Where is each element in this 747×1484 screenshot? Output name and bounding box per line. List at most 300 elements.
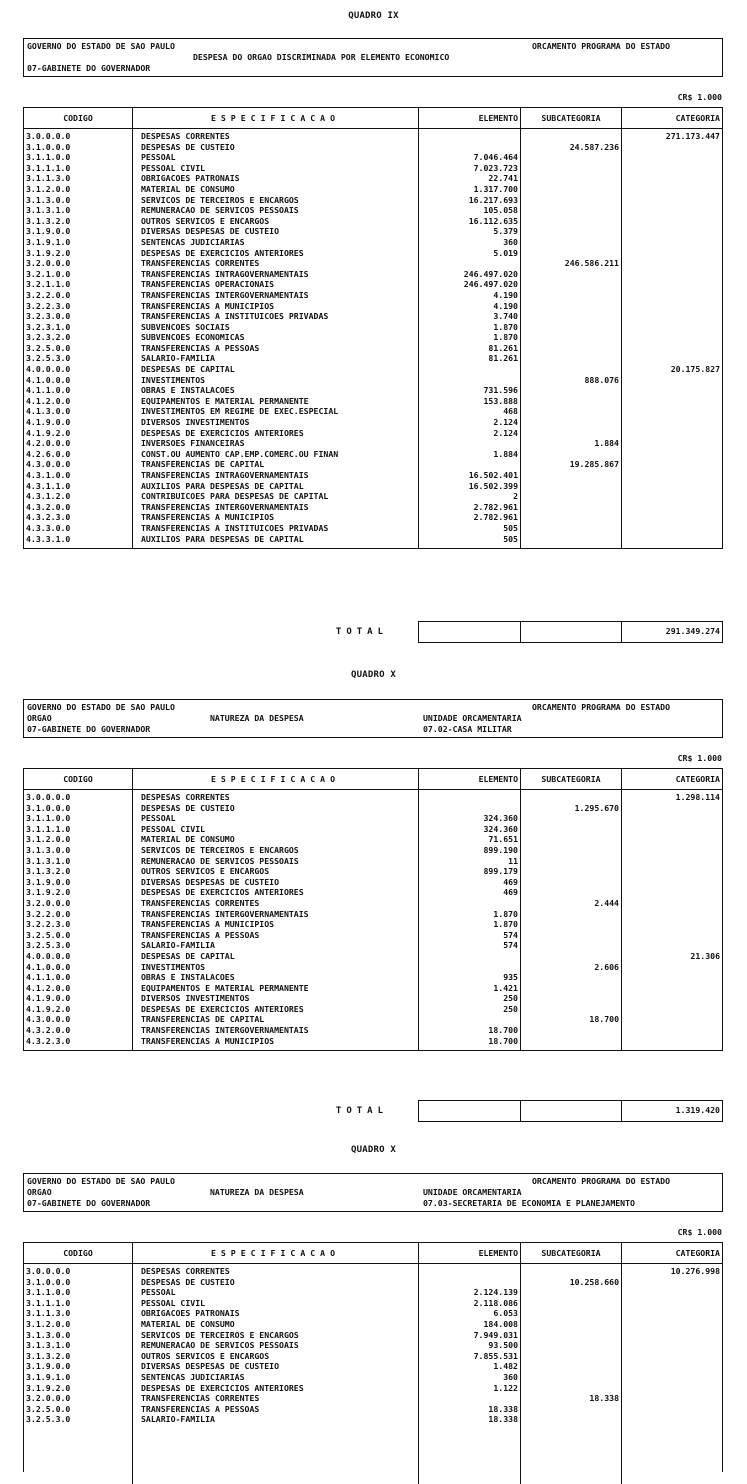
row-subcategoria [521,1361,621,1372]
row-elemento: 505 [503,533,518,544]
row-code: 4.2.6.0.0 [26,448,71,459]
row-elemento: 1.870 [493,321,518,332]
row-code: 4.1.1.0.0 [26,385,71,396]
row-description: SALARIO-FAMILIA [141,1414,215,1425]
row-categoria [622,824,722,835]
row-subcategoria [521,417,621,428]
row-categoria [622,866,722,877]
column-code [24,129,133,548]
row-code: 3.2.2.3.0 [26,919,71,930]
column-categoria [622,1264,722,1484]
row-code: 3.1.3.1.0 [26,855,71,866]
row-subcategoria [521,993,621,1004]
row-categoria [622,459,722,470]
row-code: 4.3.1.2.0 [26,491,71,502]
row-categoria [622,877,722,888]
budget-unit-name: 07.03-SECRETARIA DE ECONOMIA E PLANEJAMENTO [423,1198,635,1208]
budget-unit-label: UNIDADE ORCAMENTARIA [423,713,522,723]
row-code: 3.1.2.0.0 [26,834,71,845]
row-elemento: 469 [503,887,518,898]
row-elemento [419,1277,520,1288]
row-categoria [622,940,722,951]
row-code: 4.1.2.0.0 [26,982,71,993]
row-categoria [622,184,722,195]
row-code: 4.3.0.0.0 [26,1014,71,1025]
budget-program-title: ORCAMENTO PROGRAMA DO ESTADO [532,41,671,51]
row-subcategoria [521,248,621,259]
row-subcategoria [521,1025,621,1036]
row-code: 3.2.2.3.0 [26,300,71,311]
row-description: DESPESAS DE EXERCICIOS ANTERIORES [141,1003,304,1014]
row-categoria [622,438,722,449]
row-code: 3.2.5.3.0 [26,940,71,951]
row-description: TRANSFERENCIAS INTRAGOVERNAMENTAIS [141,470,309,480]
row-subcategoria [521,792,621,803]
row-elemento: 2.124 [493,427,518,438]
row-subcategoria [521,983,621,994]
row-subcategoria: 18.700 [589,1014,619,1025]
column-header-elemento: ELEMENTO [419,108,521,128]
row-description: DESPESAS DE CUSTEIO [141,802,235,813]
row-description: TRANSFERENCIAS A PESSOAS [141,929,260,940]
row-elemento [419,459,520,470]
row-subcategoria [521,512,621,523]
column-header-elemento: ELEMENTO [419,769,521,789]
organ-name: 07-GABINETE DO GOVERNADOR [27,63,151,73]
column-elemento [419,790,521,1050]
row-description: TRANSFERENCIAS CORRENTES [141,258,260,269]
row-categoria [622,1298,722,1309]
row-description: TRANSFERENCIAS INTERGOVERNAMENTAIS [141,908,309,919]
row-description: DIVERSAS DESPESAS DE CUSTEIO [141,876,280,887]
currency-unit: CR$ 1.000 [677,1227,722,1237]
row-categoria [622,834,722,845]
row-elemento: 105.058 [483,205,518,216]
row-subcategoria [521,951,621,962]
total-label: TOTAL [335,627,388,637]
row-categoria [622,322,722,333]
row-categoria [622,523,722,534]
row-categoria [622,428,722,439]
row-subcategoria [521,919,621,930]
column-desc [133,1264,419,1484]
row-elemento: 1.122 [493,1382,518,1393]
row-subcategoria [521,824,621,835]
row-code: 4.1.9.0.0 [26,993,71,1004]
row-categoria [622,163,722,174]
row-subcategoria [521,940,621,951]
row-subcategoria [521,523,621,534]
row-subcategoria [521,491,621,502]
row-categoria [622,512,722,523]
total-label: TOTAL [335,1106,388,1116]
row-elemento: 574 [503,929,518,940]
row-categoria [622,1340,722,1351]
row-subcategoria [521,866,621,877]
row-elemento: 505 [503,522,518,533]
row-code: 3.2.0.0.0 [26,1393,71,1404]
row-categoria [622,301,722,312]
row-code: 4.3.1.1.0 [26,480,71,491]
row-elemento: 6.053 [493,1308,518,1319]
row-elemento: 360 [503,236,518,247]
row-elemento: 731.596 [483,385,518,396]
column-header-codigo: CODIGO [24,1243,133,1263]
row-description: INVESTIMENTOS [141,374,206,385]
row-subcategoria [521,269,621,280]
row-categoria [622,279,722,290]
column-code [24,790,133,1050]
row-description: TRANSFERENCIAS A MUNICIPIOS [141,1035,275,1046]
row-subcategoria [521,152,621,163]
row-description: REMUNERACAO DE SERVICOS PESSOAIS [141,1340,299,1351]
row-categoria [622,353,722,364]
row-elemento: 2.124 [493,417,518,428]
row-subcategoria [521,184,621,195]
row-elemento [419,375,520,386]
row-elemento: 1.870 [493,919,518,930]
row-categoria [622,1383,722,1394]
row-description: SERVICOS DE TERCEIROS E ENCARGOS [141,194,299,205]
row-subcategoria [521,237,621,248]
row-description: DESPESAS DE CAPITAL [141,950,235,961]
row-description: DESPESAS CORRENTES [141,131,230,141]
row-subcategoria: 24.587.236 [569,141,619,152]
row-code: 4.1.9.0.0 [26,417,71,428]
row-description: TRANSFERENCIAS A PESSOAS [141,342,260,353]
row-elemento: 246.497.020 [463,279,518,290]
table-body [24,1264,722,1484]
row-categoria [622,396,722,407]
row-description: OBRIGACOES PATRONAIS [141,1308,240,1319]
row-subcategoria [521,972,621,983]
row-code: 3.1.1.0.0 [26,813,71,824]
row-elemento: 899.190 [483,844,518,855]
row-categoria [622,1308,722,1319]
row-elemento: 5.379 [493,226,518,237]
row-categoria [622,803,722,814]
organ-name: 07-GABINETE DO GOVERNADOR [27,724,151,734]
row-elemento [419,1014,520,1025]
row-elemento: 7.949.031 [473,1329,518,1340]
row-categoria [622,375,722,386]
row-subcategoria [521,1298,621,1309]
row-subcategoria [521,163,621,174]
row-description: PESSOAL CIVIL [141,823,206,834]
row-subcategoria: 19.285.867 [569,459,619,470]
row-subcategoria [521,396,621,407]
row-code: 3.1.1.0.0 [26,1287,71,1298]
row-subcategoria [521,449,621,460]
row-categoria: 20.175.827 [670,364,720,375]
column-header-especificacao: ESPECIFICACAO [133,769,419,789]
row-elemento: 2.782.961 [473,501,518,512]
row-subcategoria [521,470,621,481]
row-elemento: 16.502.399 [468,480,518,491]
row-description: CONST.OU AUMENTO CAP.EMP.COMERC.OU FINAN [141,448,339,459]
row-categoria [622,290,722,301]
report-header-box [23,1173,723,1212]
row-description: DIVERSOS INVESTIMENTOS [141,417,250,428]
row-code: 3.1.0.0.0 [26,141,71,152]
organ-label: ORGAO [27,1187,52,1197]
row-description: MATERIAL DE CONSUMO [141,183,235,194]
row-categoria [622,226,722,237]
row-subcategoria [521,1266,621,1277]
row-elemento: 250 [503,1003,518,1014]
row-code: 3.1.1.0.0 [26,152,71,163]
row-subcategoria [521,813,621,824]
row-subcategoria: 2.606 [594,961,619,972]
row-subcategoria [521,173,621,184]
row-elemento: 4.190 [493,289,518,300]
budget-program-title: ORCAMENTO PROGRAMA DO ESTADO [532,1176,671,1186]
row-code: 3.1.1.1.0 [26,823,71,834]
row-subcategoria: 2.444 [594,897,619,908]
row-elemento: 16.112.635 [468,215,518,226]
row-description: TRANSFERENCIAS DE CAPITAL [141,1014,265,1025]
row-code: 3.2.5.3.0 [26,353,71,364]
row-description: SUBVENCOES SOCIAIS [141,321,230,332]
row-elemento: 2.782.961 [473,512,518,523]
nature-of-expense-label: NATUREZA DA DESPESA [210,1187,304,1197]
row-description: TRANSFERENCIAS INTRAGOVERNAMENTAIS [141,268,309,279]
column-header-subcategoria: SUBCATEGORIA [521,1243,622,1263]
column-header-codigo: CODIGO [24,108,133,128]
row-categoria [622,1372,722,1383]
row-elemento: 250 [503,993,518,1004]
total-elemento [419,622,521,642]
row-subcategoria [521,205,621,216]
row-subcategoria [521,1287,621,1298]
row-subcategoria [521,909,621,920]
row-elemento: 2.118.086 [473,1297,518,1308]
row-subcategoria [521,1308,621,1319]
row-code: 3.2.1.0.0 [26,268,71,279]
row-description: INVESTIMENTOS EM REGIME DE EXEC.ESPECIAL [141,406,339,417]
row-elemento: 81.261 [488,342,518,353]
row-subcategoria [521,502,621,513]
table-body [24,790,722,1050]
report-header-box [23,38,723,77]
section-title: QUADRO X [351,1145,396,1155]
row-subcategoria [521,385,621,396]
row-description: DESPESAS DE CAPITAL [141,364,235,375]
row-subcategoria [521,856,621,867]
row-subcategoria [521,364,621,375]
total-categoria: 291.349.274 [665,626,720,636]
row-code: 4.1.1.0.0 [26,972,71,983]
row-subcategoria [521,877,621,888]
row-subcategoria: 1.884 [594,438,619,449]
row-description: DESPESAS CORRENTES [141,1266,230,1276]
row-description: AUXILIOS PARA DESPESAS DE CAPITAL [141,480,304,491]
row-description: SERVICOS DE TERCEIROS E ENCARGOS [141,1329,299,1340]
row-description: SENTENCAS JUDICIARIAS [141,236,245,247]
row-code: 3.1.2.0.0 [26,1318,71,1329]
row-subcategoria [521,1404,621,1415]
organ-name: 07-GABINETE DO GOVERNADOR [27,1198,151,1208]
row-code: 3.1.3.2.0 [26,215,71,226]
row-categoria [622,258,722,269]
row-categoria [622,1330,722,1341]
row-description: SERVICOS DE TERCEIROS E ENCARGOS [141,844,299,855]
row-categoria [622,449,722,460]
row-description: SUBVENCOES ECONOMICAS [141,332,245,343]
row-categoria [622,332,722,343]
row-description: DIVERSAS DESPESAS DE CUSTEIO [141,1361,280,1372]
row-elemento: 324.360 [483,813,518,824]
row-code: 3.2.2.0.0 [26,289,71,300]
row-subcategoria: 246.586.211 [564,258,619,269]
row-categoria [622,972,722,983]
column-elemento [419,129,521,548]
row-elemento: 18.338 [488,1414,518,1425]
total-row [23,621,723,643]
row-elemento [419,803,520,814]
row-categoria [622,1351,722,1362]
total-row [23,1100,723,1122]
row-description: TRANSFERENCIAS INTERGOVERNAMENTAIS [141,501,309,512]
row-elemento: 2 [513,491,518,502]
table-header [24,769,722,790]
row-elemento [419,962,520,973]
row-categoria [622,919,722,930]
row-categoria [622,983,722,994]
row-code: 3.1.3.0.0 [26,194,71,205]
row-description: INVERSOES FINANCEIRAS [141,438,245,449]
row-description: OUTROS SERVICOS E ENCARGOS [141,215,270,226]
row-categoria [622,1036,722,1047]
row-categoria [622,1277,722,1288]
row-description: TRANSFERENCIAS CORRENTES [141,1393,260,1404]
row-code: 3.1.0.0.0 [26,1276,71,1287]
table-header [24,1243,722,1264]
row-categoria [622,248,722,259]
row-elemento: 11 [508,855,518,866]
row-subcategoria [521,1319,621,1330]
row-categoria [622,470,722,481]
row-elemento: 1.884 [493,448,518,459]
row-description: AUXILIOS PARA DESPESAS DE CAPITAL [141,533,304,544]
row-categoria [622,1025,722,1036]
row-elemento: 935 [503,972,518,983]
row-elemento: 324.360 [483,823,518,834]
row-code: 4.3.0.0.0 [26,459,71,470]
section-title: QUADRO IX [348,11,399,21]
row-code: 3.0.0.0.0 [26,131,71,141]
row-code: 3.2.3.0.0 [26,311,71,322]
row-description: DESPESAS DE EXERCICIOS ANTERIORES [141,887,304,898]
report-subtitle: DESPESA DO ORGAO DISCRIMINADA POR ELEMENTO ECONOMICO [193,52,450,62]
row-code: 3.0.0.0.0 [26,792,71,802]
row-description: TRANSFERENCIAS INTERGOVERNAMENTAIS [141,1025,309,1036]
row-elemento: 360 [503,1371,518,1382]
row-subcategoria [521,1004,621,1015]
row-subcategoria [521,1330,621,1341]
row-description: TRANSFERENCIAS OPERACIONAIS [141,279,275,290]
row-description: INVESTIMENTOS [141,961,206,972]
row-description: TRANSFERENCIAS A INSTITUICOES PRIVADAS [141,522,329,533]
row-code: 3.1.3.1.0 [26,205,71,216]
row-categoria: 271.173.447 [665,131,720,141]
row-description: OBRAS E INSTALACOES [141,972,235,983]
row-code: 3.1.3.1.0 [26,1340,71,1351]
row-categoria [622,1014,722,1025]
row-subcategoria [521,311,621,322]
column-header-especificacao: ESPECIFICACAO [133,1243,419,1263]
row-subcategoria [521,845,621,856]
row-subcategoria [521,353,621,364]
row-subcategoria [521,1340,621,1351]
row-description: PESSOAL CIVIL [141,1297,206,1308]
row-code: 4.0.0.0.0 [26,364,71,375]
row-elemento: 899.179 [483,866,518,877]
column-categoria [622,129,722,548]
row-elemento [419,258,520,269]
row-categoria [622,173,722,184]
row-code: 3.2.5.0.0 [26,1403,71,1414]
row-categoria [622,898,722,909]
row-elemento [419,1266,520,1277]
row-elemento [419,898,520,909]
row-categoria: 10.276.998 [670,1266,720,1276]
row-code: 4.1.9.2.0 [26,427,71,438]
column-header-elemento: ELEMENTO [419,1243,521,1263]
row-elemento: 2.124.139 [473,1287,518,1298]
row-elemento: 7.023.723 [473,162,518,173]
row-code: 4.1.2.0.0 [26,395,71,406]
row-code: 4.3.2.0.0 [26,1025,71,1036]
row-description: CONTRIBUICOES PARA DESPESAS DE CAPITAL [141,491,329,502]
row-subcategoria: 10.258.660 [569,1276,619,1287]
row-description: DESPESAS DE CUSTEIO [141,141,235,152]
row-code: 4.3.3.1.0 [26,533,71,544]
row-categoria [622,1287,722,1298]
row-subcategoria [521,428,621,439]
budget-unit-name: 07.02-CASA MILITAR [423,724,512,734]
row-categoria [622,1319,722,1330]
government-name: GOVERNO DO ESTADO DE SAO PAULO [27,1176,175,1186]
row-code: 4.1.0.0.0 [26,961,71,972]
row-code: 3.1.9.2.0 [26,247,71,258]
row-categoria [622,406,722,417]
row-code: 3.2.0.0.0 [26,897,71,908]
column-elemento [419,1264,521,1484]
row-description: EQUIPAMENTOS E MATERIAL PERMANENTE [141,395,309,406]
row-description: SALARIO-FAMILIA [141,353,215,364]
row-subcategoria [521,930,621,941]
row-description: MATERIAL DE CONSUMO [141,834,235,845]
row-subcategoria [521,534,621,545]
report-header-box [23,699,723,738]
row-code: 4.3.2.0.0 [26,501,71,512]
row-categoria [622,481,722,492]
row-code: 3.2.3.2.0 [26,332,71,343]
row-elemento: 1.870 [493,332,518,343]
row-categoria [622,237,722,248]
row-elemento: 71.651 [488,834,518,845]
row-description: REMUNERACAO DE SERVICOS PESSOAIS [141,205,299,216]
row-description: TRANSFERENCIAS A MUNICIPIOS [141,512,275,523]
row-code: 4.0.0.0.0 [26,950,71,961]
row-elemento: 7.855.531 [473,1350,518,1361]
row-elemento: 18.700 [488,1035,518,1046]
expense-table [23,107,723,549]
total-box [418,621,723,643]
row-elemento: 184.008 [483,1318,518,1329]
table-body [24,129,722,548]
